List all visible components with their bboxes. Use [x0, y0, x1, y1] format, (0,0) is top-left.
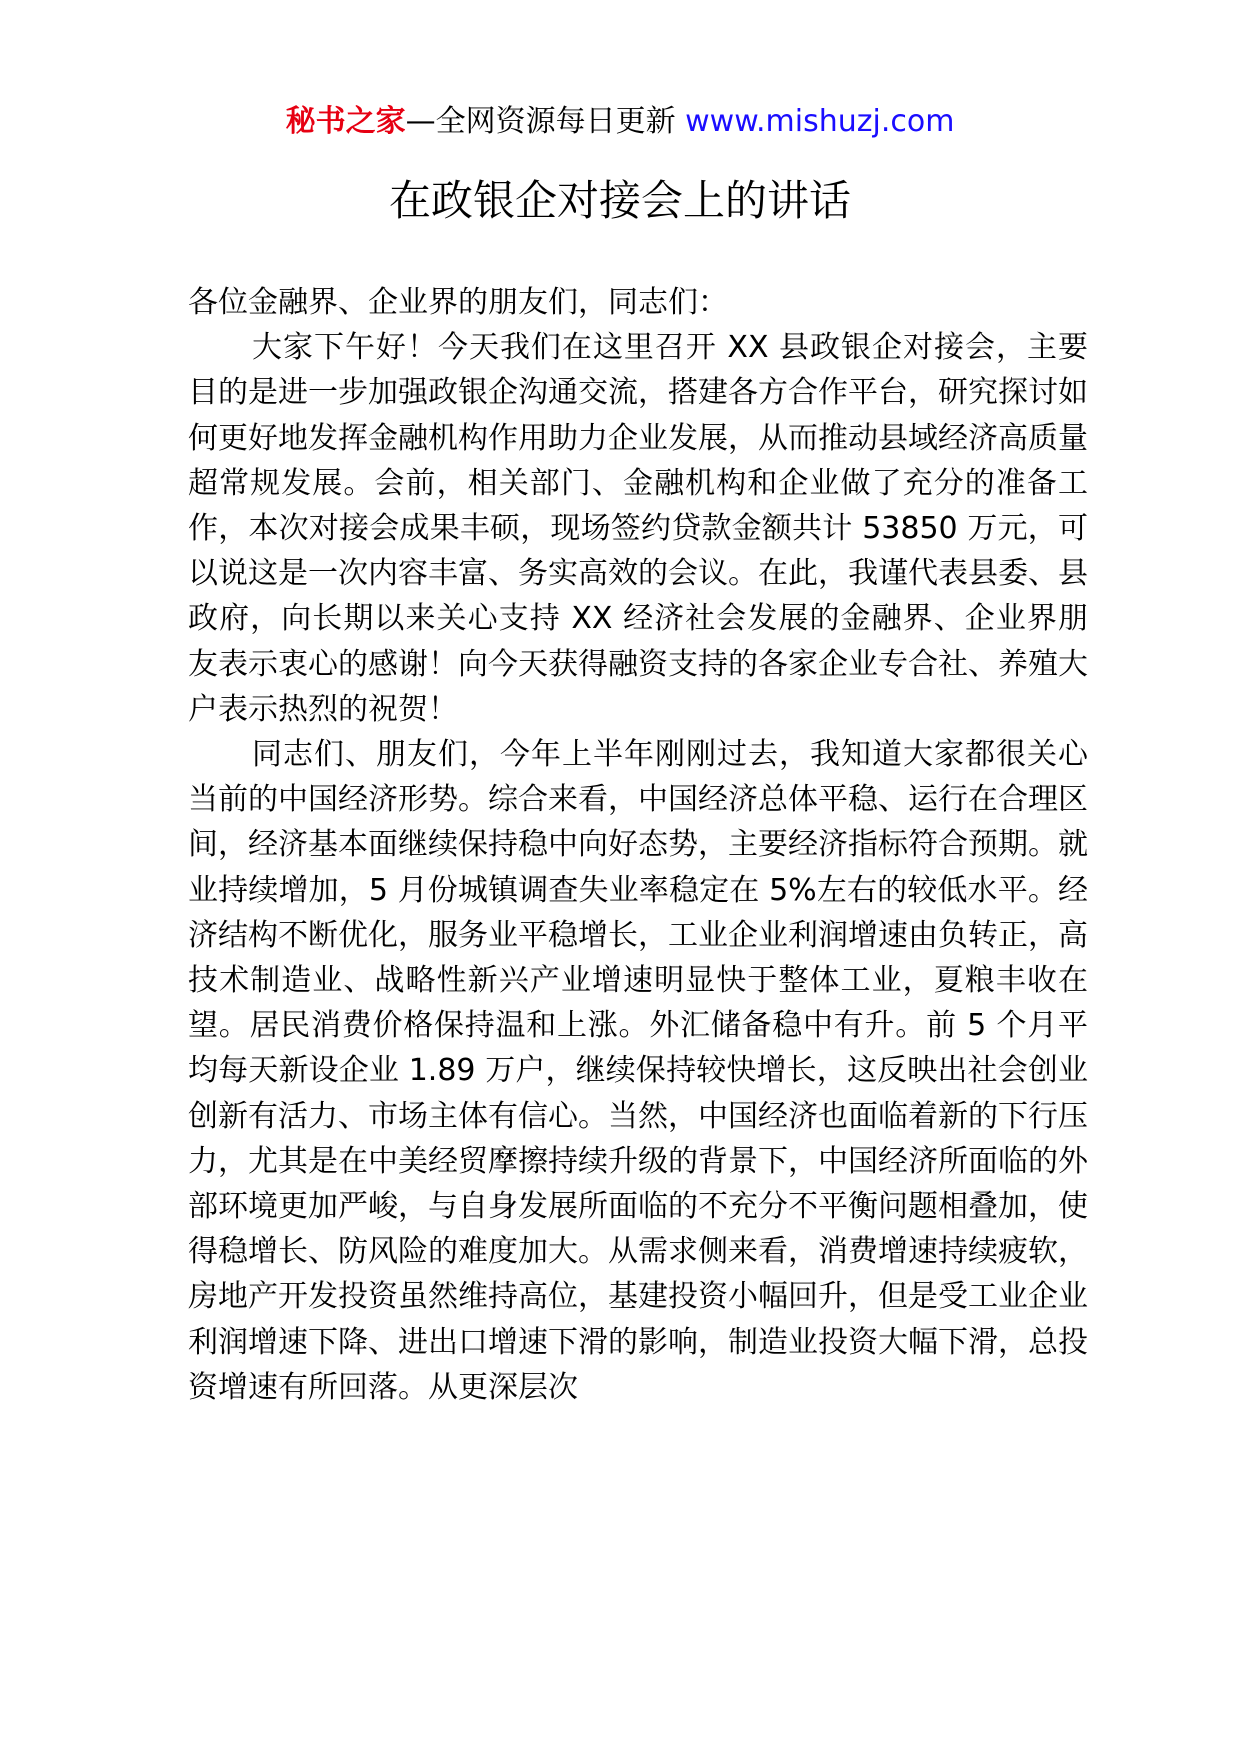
paragraph: 同志们、朋友们，今年上半年刚刚过去，我知道大家都很关心当前的中国经济形势。综合来看，中国经济总体平稳、运行在合理区间，经济基本面继续保持稳中向好态势，主要经济指标符合预期。就业持续增加，5 月份城镇调查失业率稳定在 5%左右的较低水平。经济结构不断优化，服务业平稳增长，工业企业利润增速由负转正，高技术制造业、战略性新兴产业增速明显快于整体工业，夏粮丰收在望。居民消费价格保持温和上涨。外汇储备稳中有升。前 5 个月平均每天新设企业 1.89 万户，继续保持较快增长，这反映出社会创业创新有活力、市场主体有信心。当然，中国经济也面临着新的下行压力，尤其是在中美经贸摩擦持续升级的背景下，中国经济所面临的外部环境更加严峻，与自身发展所面临的不充分不平衡问题相叠加，使得稳增长、防风险的难度加大。从需求侧来看，消费增速持续疲软，房地产开发投资虽然维持高位，基建投资小幅回升，但是受工业企业利润增速下降、进出口增速下滑的影响，制造业投资大幅下滑，总投资增速有所回落。从更深层次	[188, 737, 1088, 1405]
document-body	[188, 280, 1088, 1410]
site-url-link[interactable]: www.mishuzj.com	[685, 104, 955, 139]
document-title: 在政银企对接会上的讲话	[388, 176, 851, 225]
site-header	[0, 102, 1240, 142]
brand-name: 秘书之家	[285, 104, 406, 139]
header-tagline: —全网资源每日更新	[405, 104, 676, 139]
paragraph: 大家下午好！今天我们在这里召开 XX 县政银企对接会，主要目的是进一步加强政银企沟通交流，搭建各方合作平台，研究探讨如何更好地发挥金融机构作用助力企业发展，从而推动县域经济高质量超常规发展。会前，相关部门、金融机构和企业做了充分的准备工作，本次对接会成果丰硕，现场签约贷款金额共计 53850 万元，可以说这是一次内容丰富、务实高效的会议。在此，我谨代表县委、县政府，向长期以来关心支持 XX 经济社会发展的金融界、企业界朋友表示衷心的感谢！向今天获得融资支持的各家企业专合社、养殖大户表示热烈的祝贺！	[188, 330, 1088, 727]
salutation: 各位金融界、企业界的朋友们，同志们：	[188, 285, 728, 320]
